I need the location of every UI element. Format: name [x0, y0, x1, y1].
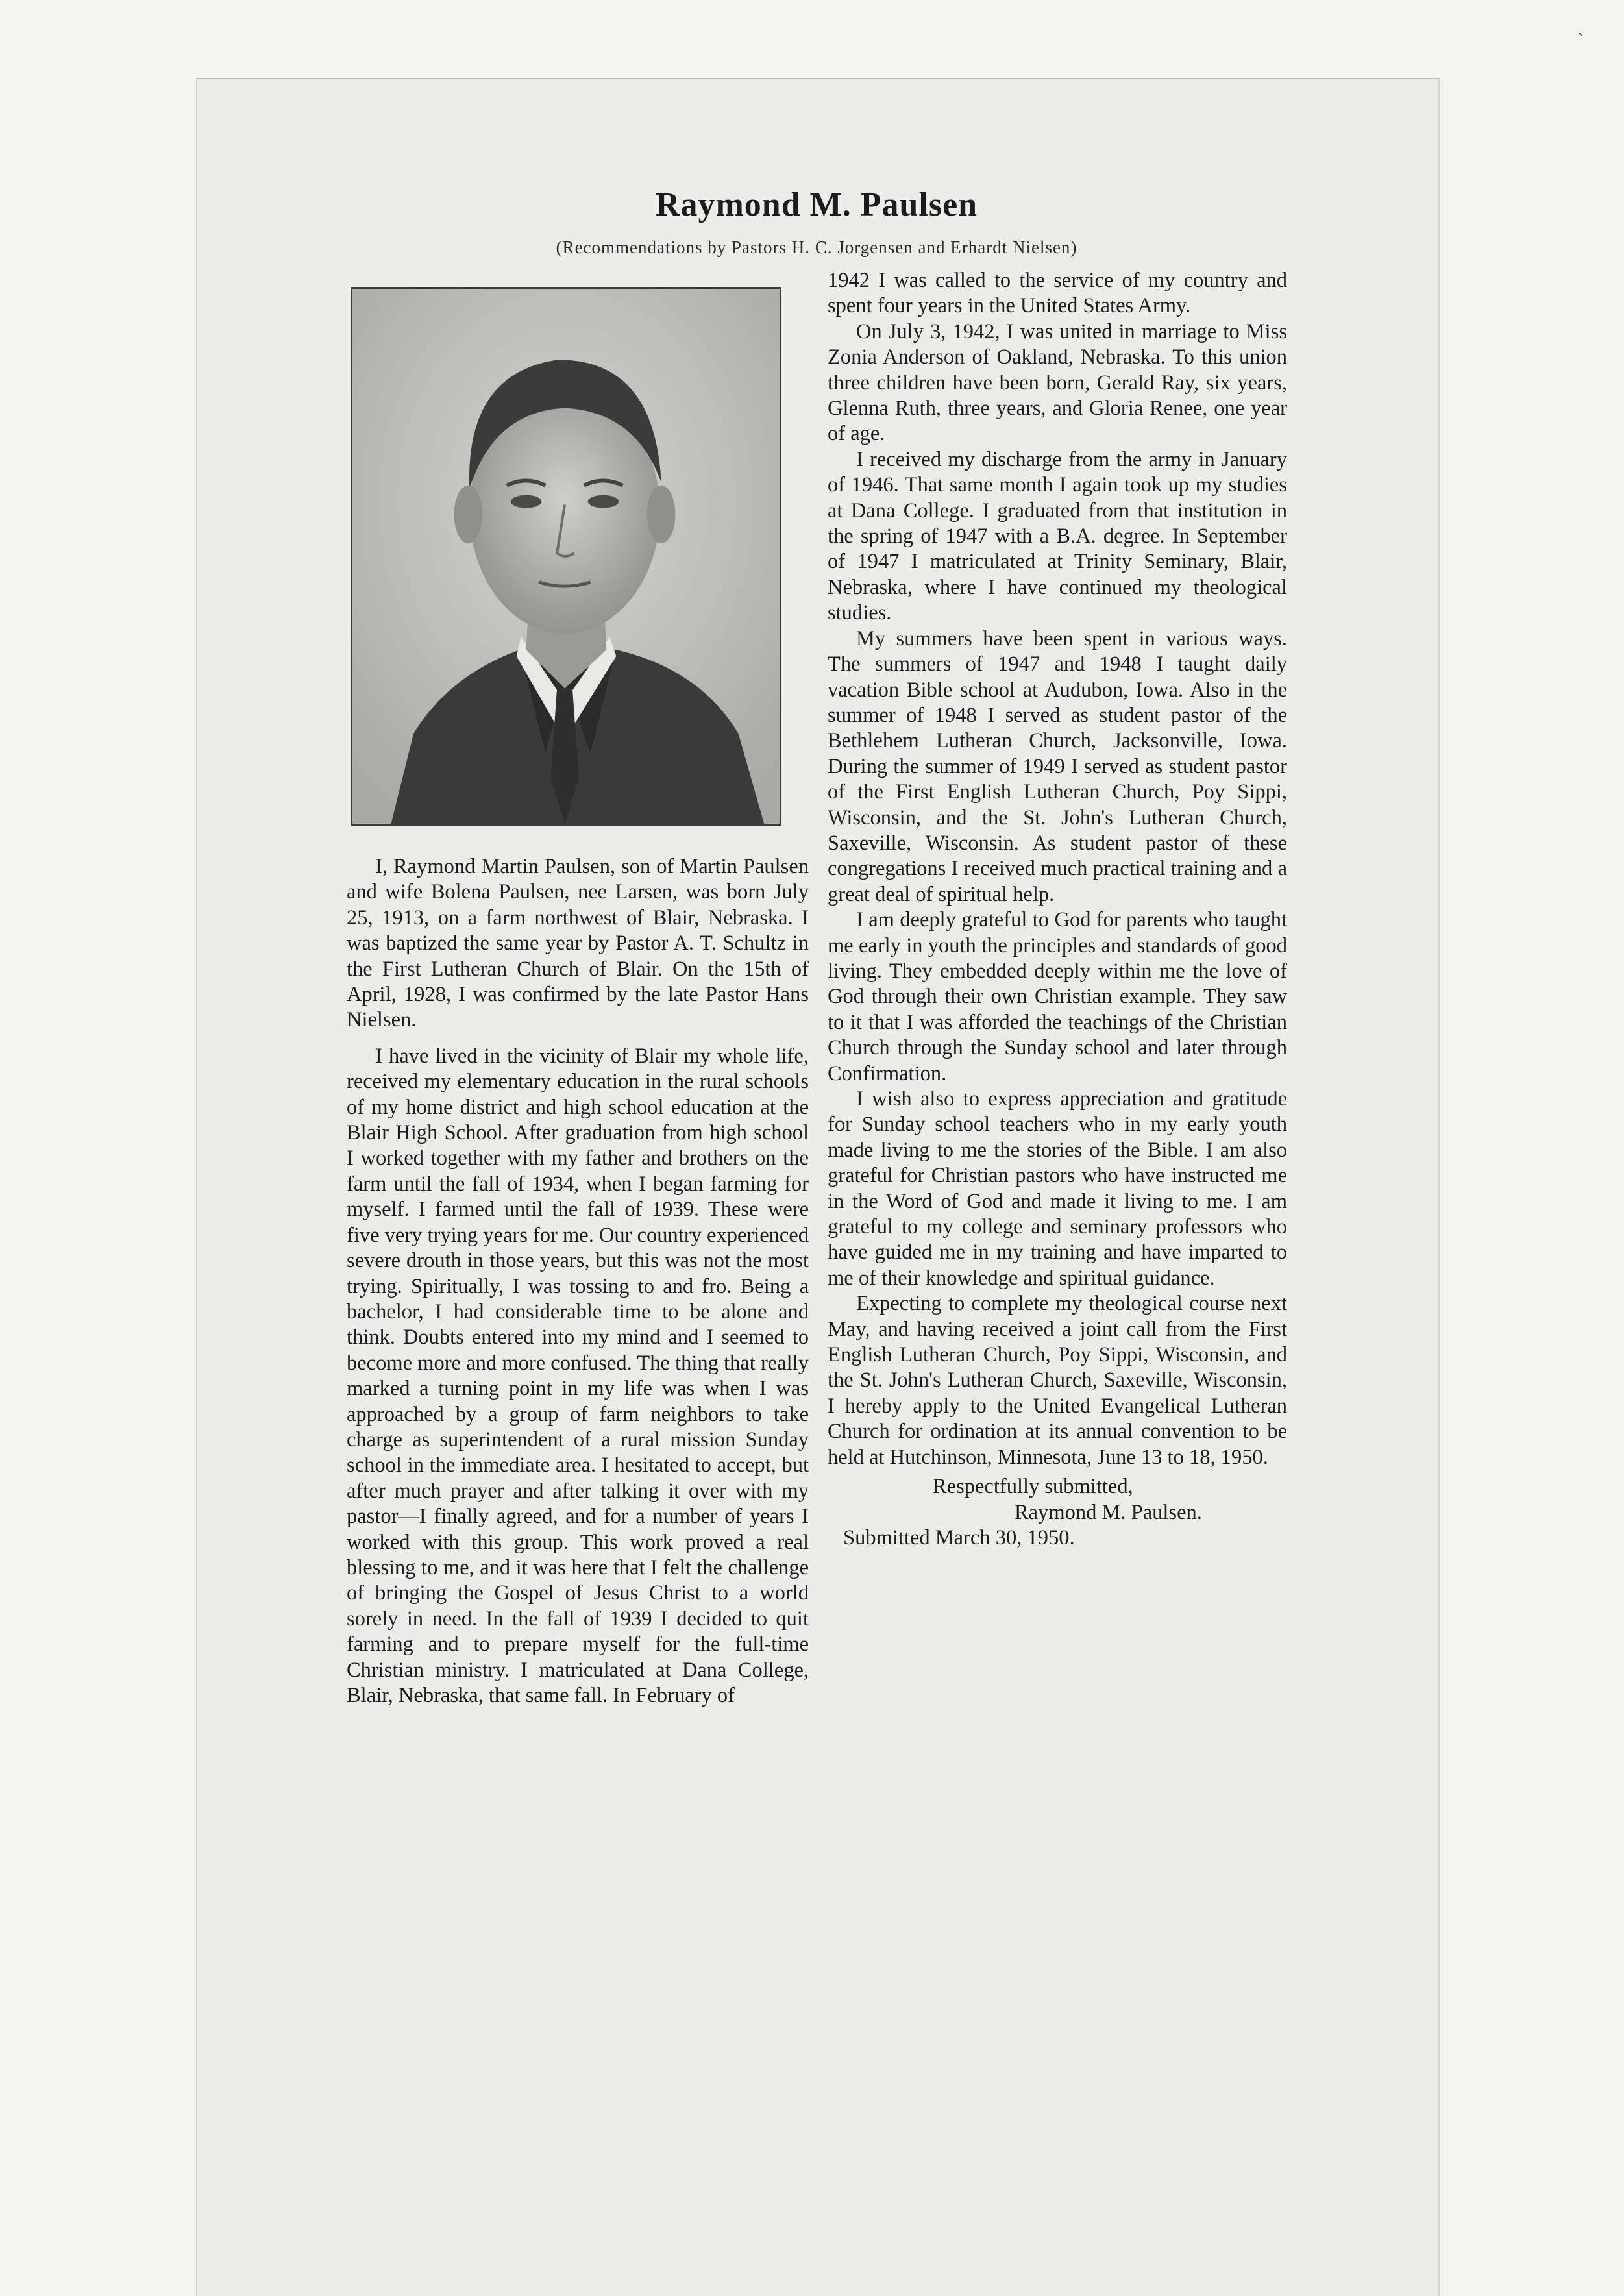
paragraph-early-life: I have lived in the vicinity of Blair my whole life, received my elementary education in the rural schools of my home district and high school education at the Blair High School. After graduation from high school I worked together with my father and brothers on the farm until the fall of 1934, when I began farming for myself. I farmed until the fall of 1939. These were five very trying years for me. Our country experienced severe drouth in those years, but this was not the most trying. Spiritually, I was tossing to and fro. Being a bachelor, I had considerable time to be alone and think. Doubts entered into my mind and I seemed to become more and more confused. The thing that really marked a turning point in my life was when I was approached by a group of farm neighbors to take charge as superintendent of a rural mission Sunday school in the immediate area. I hesitated to accept, but after much prayer and after talking it over with my pastor—I finally agreed, and for a number of years I worked with this group. This work proved a real blessing to me, and it was here that I felt the challenge of bringing the Gospel of Jesus Christ to a world sorely in need. In the fall of 1939 I decided to quit farming and to prepare myself for the full-time Christian ministry. I matriculated at Dana College, Blair, Nebraska, that same fall. In February of	[347, 1044, 809, 1707]
closing-line: Respectfully submitted,	[933, 1475, 1133, 1499]
submitted-date: Submitted March 30, 1950.	[843, 1525, 1075, 1549]
corner-mark: ˎ	[1577, 14, 1584, 37]
article-title: Raymond M. Paulsen	[655, 186, 978, 223]
paragraph-gratitude-teachers: I wish also to express appreciation and gratitude for Sunday school teachers who in my early youth made living to me the stories of the Bible. I am also grateful for Christian pastors who have instructed me in the Word of God and made it living to me. I am grateful to my college and seminary professors who have guided me in my training and have imparted to me of their knowledge and spiritual guidance.	[828, 1087, 1287, 1290]
paragraph-gratitude-parents: I am deeply grateful to God for parents who taught me early in youth the principles and standards of good living. They embedded deeply within me the love of God through their own Christian example. They saw to it that I was afforded the teachings of the Christian Church through the Sunday school and later through Confirmation.	[828, 908, 1287, 1085]
portrait-photo	[351, 287, 781, 826]
paragraph-marriage: On July 3, 1942, I was united in marriage to Miss Zonia Anderson of Oakland, Nebraska. To this union three children have been born, Gerald Ray, six years, Glenna Ruth, three years, and Gloria Renee, one year of age.	[828, 319, 1287, 446]
paragraph-birth: I, Raymond Martin Paulsen, son of Martin Paulsen and wife Bolena Paulsen, nee Larsen, was born July 25, 1913, on a farm northwest of Blair, Nebraska. I was baptized the same year by Pastor A. T. Schultz in the First Lutheran Church of Blair. On the 15th of April, 1928, I was confirmed by the late Pastor Hans Nielsen.	[347, 855, 809, 1032]
paragraph-summers: My summers have been spent in various ways. The summers of 1947 and 1948 I taught daily vacation Bible school at Audubon, Iowa. Also in the summer of 1948 I served as student pastor of the Bethlehem Lutheran Church, Jacksonville, Iowa. During the summer of 1949 I served as student pastor of the First English Lutheran Church, Poy Sippi, Wisconsin, and the St. John's Lutheran Church, Saxeville, Wisconsin. As student pastor of these congregations I received much practical training and a great deal of spiritual help.	[828, 626, 1287, 906]
left-column	[347, 854, 809, 1709]
paragraph-army: 1942 I was called to the service of my country and spent four years in the United States Army.	[828, 269, 1287, 318]
paragraph-application: Expecting to complete my theological course next May, and having received a joint call from the First English Lutheran Church, Poy Sippi, Wisconsin, and the St. John's Lutheran Church, Saxeville, Wisconsin, I hereby apply to the United Evangelical Lutheran Church for ordination at its annual convention to be held at Hutchinson, Minnesota, June 13 to 18, 1950.	[828, 1292, 1287, 1469]
paragraph-education: I received my discharge from the army in January of 1946. That same month I again took up my studies at Dana College. I graduated from that institution in the spring of 1947 with a B.A. degree. In September of 1947 I matriculated at Trinity Seminary, Blair, Nebraska, where I have continued my theological studies.	[828, 447, 1287, 625]
right-column	[828, 268, 1287, 1551]
article-subtitle: (Recommendations by Pastors H. C. Jorgensen and Erhardt Nielsen)	[556, 238, 1077, 257]
signature: Raymond M. Paulsen.	[1015, 1500, 1202, 1524]
portrait-image	[352, 289, 780, 824]
